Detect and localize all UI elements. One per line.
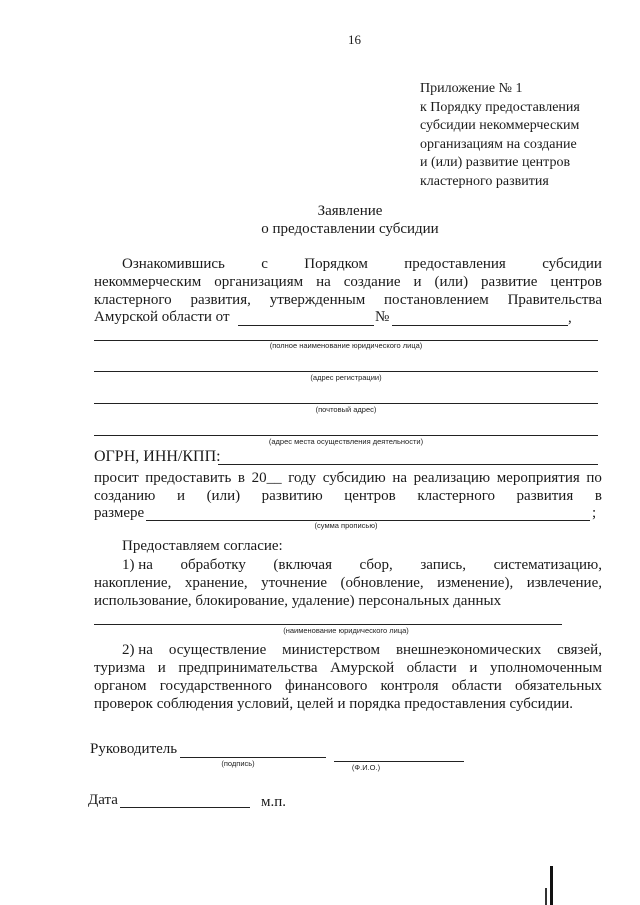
word: уточнение — [261, 575, 328, 591]
word: (включая — [273, 557, 332, 573]
word: кластерного — [94, 292, 172, 308]
word: развитие — [481, 274, 538, 290]
word: государственного — [159, 678, 272, 694]
binding-mark-secondary — [545, 888, 547, 905]
word: утвержденным — [269, 292, 366, 308]
request-line-2 — [94, 488, 602, 505]
word: постановлением — [384, 292, 489, 308]
word: и — [157, 660, 166, 676]
word: предоставления — [404, 256, 506, 272]
word: мероприятия — [496, 470, 580, 486]
consent-item2-line-3 — [94, 678, 602, 695]
word: обязательных — [514, 678, 602, 694]
word: (или) — [206, 488, 241, 504]
consent-heading: Предоставляем согласие: — [122, 538, 283, 554]
document-subtitle: о предоставлении субсидии — [261, 221, 439, 237]
word: хранение, — [184, 575, 248, 591]
word: созданию — [94, 488, 156, 504]
full-name-caption: (полное наименование юридического лица) — [269, 341, 423, 350]
word: субсидию — [322, 470, 386, 486]
ogrn-label: ОГРН, ИНН/КПП: — [94, 448, 221, 465]
word: внешнеэкономических — [395, 642, 542, 658]
request-line-1 — [94, 470, 602, 487]
word: министерством — [282, 642, 381, 658]
word: Ознакомившись — [122, 256, 225, 272]
appendix-line: организациям на создание — [420, 136, 577, 152]
consent-item1-line-2 — [94, 575, 602, 592]
word: Порядком — [304, 256, 368, 272]
word: туризма — [94, 660, 146, 676]
word: связей, — [557, 642, 602, 658]
ogrn-field[interactable] — [218, 464, 598, 465]
word: в — [237, 470, 245, 486]
reg-address-field[interactable] — [94, 371, 598, 372]
binding-mark — [550, 866, 553, 905]
intro-line-1 — [122, 256, 602, 273]
intro-line-3 — [94, 292, 602, 309]
reg-address-caption: (адрес регистрации) — [310, 373, 382, 382]
word: по — [586, 470, 602, 486]
word: предоставить — [145, 470, 232, 486]
signature-field[interactable] — [180, 757, 326, 758]
document-title: Заявление — [317, 203, 383, 219]
head-label: Руководитель — [90, 741, 178, 757]
word: некоммерческим — [94, 274, 202, 290]
request-line-3-prefix: размере — [94, 505, 145, 521]
consent-item2-line-2 — [94, 660, 602, 677]
activity-address-caption: (адрес места осуществления деятельности) — [268, 437, 424, 446]
word: 20__ — [251, 470, 282, 486]
word: развития, — [190, 292, 251, 308]
legal-entity-field[interactable] — [94, 624, 562, 625]
appendix-line: к Порядку предоставления — [420, 99, 580, 115]
appendix-line: и (или) развитие центров — [420, 155, 571, 170]
word: запись, — [420, 557, 467, 573]
word: просит — [94, 470, 139, 486]
intro-line-2 — [94, 274, 602, 291]
word: и — [176, 488, 185, 504]
word: на — [316, 274, 331, 290]
word: финансового — [284, 678, 368, 694]
word: 2) на — [122, 642, 153, 658]
fio-field[interactable] — [334, 761, 464, 762]
word: центров — [344, 488, 396, 504]
word: центров — [550, 274, 602, 290]
postal-address-field[interactable] — [94, 403, 598, 404]
date-label: Дата — [88, 792, 118, 808]
seal-label: м.п. — [261, 794, 287, 810]
word: накопление, — [94, 575, 172, 591]
word: (обновление, — [340, 575, 424, 591]
date-field[interactable] — [120, 807, 250, 808]
resolution-date-field[interactable] — [238, 325, 374, 326]
legal-entity-caption: (наименование юридического лица) — [283, 626, 409, 635]
request-line-3-end: ; — [592, 505, 597, 521]
word: извлечение, — [526, 575, 602, 591]
word: уполномоченным — [489, 660, 602, 676]
resolution-number-field[interactable] — [392, 325, 568, 326]
activity-address-field[interactable] — [94, 435, 598, 436]
consent-item1-line-3: использование, блокирование, удаление) персональных данных — [94, 593, 502, 609]
word: в — [594, 488, 602, 504]
appendix-line: Приложение № 1 — [420, 81, 523, 96]
appendix-block — [420, 80, 620, 191]
word: кластерного — [417, 488, 495, 504]
word: создание — [343, 274, 401, 290]
consent-item1-line-1 — [122, 557, 602, 574]
word: субсидии — [542, 256, 602, 272]
word: предпринимательства — [178, 660, 318, 676]
signature-caption: (подпись) — [221, 759, 255, 768]
word: области — [406, 660, 457, 676]
fio-caption: (Ф.И.О.) — [351, 763, 381, 772]
word: области — [451, 678, 502, 694]
appendix-line: кластерного развития — [420, 173, 549, 189]
word: осуществление — [168, 642, 267, 658]
resolution-number-sign: № — [375, 309, 390, 325]
word: Правительства — [507, 292, 602, 308]
word: году — [288, 470, 317, 486]
word: развития — [516, 488, 574, 504]
postal-address-caption: (почтовый адрес) — [315, 405, 377, 414]
word: реализацию — [413, 470, 491, 486]
word: Амурской — [330, 660, 395, 676]
word: организациям — [214, 274, 304, 290]
word: развитию — [261, 488, 323, 504]
word: (или) — [434, 274, 469, 290]
word: контроля — [380, 678, 439, 694]
appendix-line: субсидии некоммерческим — [420, 118, 580, 133]
page-number: 16 — [348, 32, 361, 47]
word: 1) на — [122, 557, 153, 573]
word: на — [392, 470, 407, 486]
consent-item2-line-4: проверок соблюдения условий, целей и порядка предоставления субсидии. — [94, 696, 574, 712]
word: и — [469, 660, 478, 676]
word: и — [413, 274, 422, 290]
intro-line-4-end: , — [568, 310, 572, 326]
word: изменение), — [437, 575, 514, 591]
word: с — [261, 256, 268, 272]
amount-caption: (сумма прописью) — [314, 521, 378, 530]
word: сбор, — [359, 557, 393, 573]
word: систематизацию, — [493, 557, 602, 573]
word: органом — [94, 678, 147, 694]
word: обработку — [180, 557, 246, 573]
consent-item2-line-1 — [122, 642, 602, 659]
intro-line-4-prefix: Амурской области от — [94, 309, 230, 325]
